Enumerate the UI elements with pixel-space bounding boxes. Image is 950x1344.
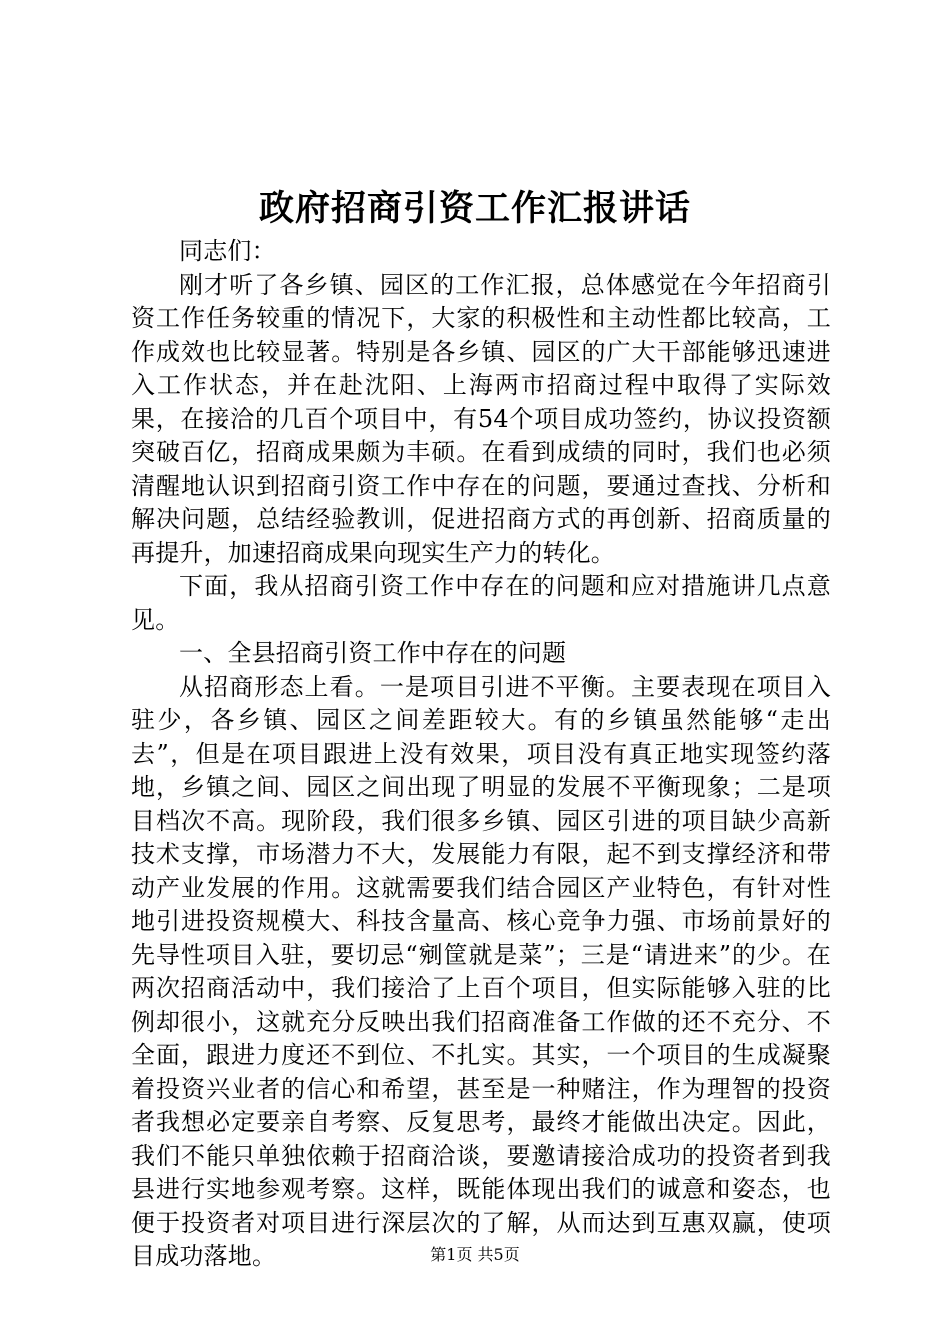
document-title: 政府招商引资工作汇报讲话 <box>258 188 691 229</box>
document-body <box>131 235 831 1274</box>
body-paragraph: 下面，我从招商引资工作中存在的问题和应对措施讲几点意见。 <box>131 572 831 634</box>
salutation-paragraph: 同志们： <box>179 237 276 265</box>
page-number-footer: 第1页 共5页 <box>430 1245 520 1264</box>
body-paragraph: 刚才听了各乡镇、园区的工作汇报，总体感觉在今年招商引资工作任务较重的情况下，大家的积极性和主动性都比较高，工作成效也比较显著。特别是各乡镇、园区的广大干部能够迅速进入工作状态，并在赴沈阳、上海两市招商过程中取得了实际效果，在接洽的几百个项目中，有54个项目成功签约，协议投资额突破百亿，招商成果颇为丰硕。在看到成绩的同时，我们也必须清醒地认识到招商引资工作中存在的问题，要通过查找、分析和解决问题，总结经验教训，促进招商方式的再创新、招商质量的再提升，加速招商成果向现实生产力的转化。 <box>131 270 831 567</box>
section-heading: 一、全县招商引资工作中存在的问题 <box>179 639 567 667</box>
body-paragraph: 从招商形态上看。一是项目引进不平衡。主要表现在项目入驻少，各乡镇、园区之间差距较大。有的乡镇虽然能够“走出去”，但是在项目跟进上没有效果，项目没有真正地实现签约落地，乡镇之间、园区之间出现了明显的发展不平衡现象；二是项目档次不高。现阶段，我们很多乡镇、园区引进的项目缺少高新技术支撑，市场潜力不大，发展能力有限，起不到支撑经济和带动产业发展的作用。这就需要我们结合园区产业特色，有针对性地引进投资规模大、科技含量高、核心竞争力强、市场前景好的先导性项目入驻，要切忌“剜筐就是菜”；三是“请进来”的少。在两次招商活动中，我们接洽了上百个项目，但实际能够入驻的比例却很小，这就充分反映出我们招商准备工作做的还不充分、不全面，跟进力度还不到位、不扎实。其实，一个项目的生成凝聚着投资兴业者的信心和希望，甚至是一种赌注，作为理智的投资者我想必定要亲自考察、反复思考，最终才能做出决定。因此，我们不能只单独依赖于招商洽谈，要邀请接洽成功的投资者到我县进行实地参观考察。这样，既能体现出我们的诚意和姿态，也便于投资者对项目进行深层次的了解，从而达到互惠双赢，使项目成功落地。 <box>131 672 831 1270</box>
